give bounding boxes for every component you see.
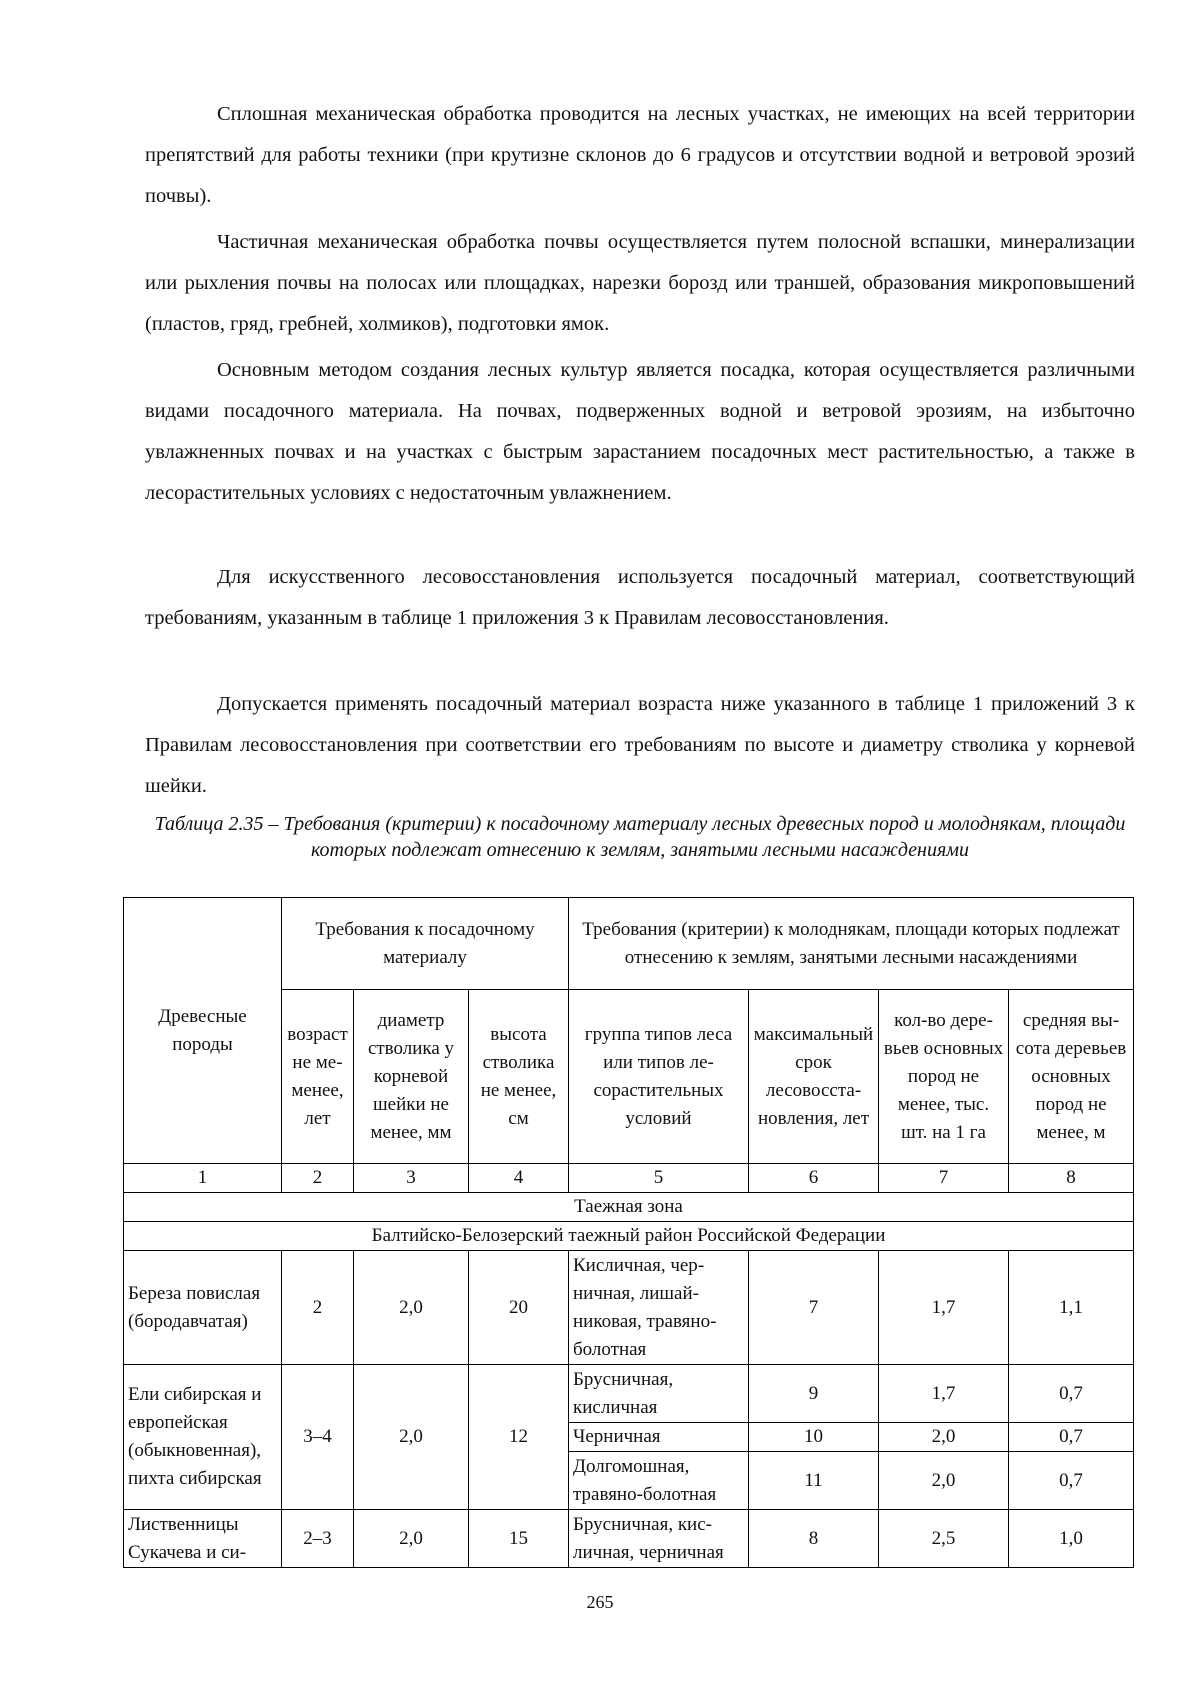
max-term-cell: 7 xyxy=(749,1251,879,1365)
zone-label: Таежная зона xyxy=(124,1193,1134,1222)
diameter-cell: 2,0 xyxy=(354,1251,469,1365)
avg-height-cell: 0,7 xyxy=(1009,1452,1134,1510)
column-number: 6 xyxy=(749,1164,879,1193)
header-planting-material: Требования к посадочному материалу xyxy=(282,898,569,990)
height-cell: 12 xyxy=(469,1365,569,1510)
forest-type-cell: Брусничная, кисличная, черничная xyxy=(569,1510,749,1568)
diameter-cell: 2,0 xyxy=(354,1365,469,1510)
table-caption: Таблица 2.35 – Требования (критерии) к посадочному материалу лесных древесных пород и молоднякам, площади которых подлежат отнесению к землям, занятыми лесными насаждениями xyxy=(154,813,1126,861)
paragraph-5: Допускается применять посадочный материал возраста ниже указанного в таблице 1 приложений 3 к Правилам лесовосстановления при соответствии его требованиям по высоте и диаметру стволика у корневой шейки. xyxy=(145,693,1135,797)
height-cell: 15 xyxy=(469,1510,569,1568)
header-age: возраст не меменее, лет xyxy=(282,990,354,1164)
header-height: высота стволика не менее, см xyxy=(469,990,569,1164)
tree-count-cell: 2,5 xyxy=(879,1510,1009,1568)
header-diameter: диаметр стволика у корневой шейки не менее, мм xyxy=(354,990,469,1164)
species-cell: Лиственницы Сукачева и си- xyxy=(124,1510,282,1568)
age-cell: 3–4 xyxy=(282,1365,354,1510)
header-forest-type: группа типов леса или типов лесорастительных условий xyxy=(569,990,749,1164)
page-number: 265 xyxy=(586,1592,614,1612)
max-term-cell: 10 xyxy=(749,1423,879,1452)
forest-type-cell: Долгомошная, травяно-болотная xyxy=(569,1452,749,1510)
zone-row xyxy=(124,1193,1134,1222)
header-tree-count: кол-во деревьев основных пород не менее, тыс. шт. на 1 га xyxy=(879,990,1009,1164)
column-number: 1 xyxy=(124,1164,282,1193)
max-term-cell: 8 xyxy=(749,1510,879,1568)
header-young-stands: Требования (критерии) к молоднякам, площади которых подлежат отнесению к землям, занятыми лесными насаждениями xyxy=(569,898,1134,990)
table-row xyxy=(124,1251,1134,1365)
paragraph-1: Сплошная механическая обработка проводится на лесных участках, не имеющих на всей территории препятствий для работы техники (при крутизне склонов до 6 градусов и отсутствии водной и ветровой эрозий почвы). xyxy=(145,103,1135,207)
column-number: 5 xyxy=(569,1164,749,1193)
species-cell: Береза повислая (бородавчатая) xyxy=(124,1251,282,1365)
max-term-cell: 9 xyxy=(749,1365,879,1423)
column-number: 8 xyxy=(1009,1164,1134,1193)
requirements-table xyxy=(123,897,1134,1568)
column-number: 7 xyxy=(879,1164,1009,1193)
header-max-term: максимальный срок лесовосстановления, лет xyxy=(749,990,879,1164)
header-avg-height: средняя высота деревьев основных пород не менее, м xyxy=(1009,990,1134,1164)
region-label: Балтийско-Белозерский таежный район Российской Федерации xyxy=(124,1222,1134,1251)
species-cell: Ели сибирская и европейская (обыкновенная), пихта сибирская xyxy=(124,1365,282,1510)
paragraph-4: Для искусственного лесовосстановления используется посадочный материал, соответствующий требованиям, указанным в таблице 1 приложения 3 к Правилам лесовосстановления. xyxy=(145,566,1135,629)
forest-type-cell: Кисличная, черничная, лишайниковая, травяноболотная xyxy=(569,1251,749,1365)
table-row xyxy=(124,1365,1134,1423)
tree-count-cell: 1,7 xyxy=(879,1251,1009,1365)
table-header-row xyxy=(124,898,1134,990)
tree-count-cell: 1,7 xyxy=(879,1365,1009,1423)
header-species: Древесные породы xyxy=(124,898,282,1164)
column-number: 3 xyxy=(354,1164,469,1193)
avg-height-cell: 0,7 xyxy=(1009,1423,1134,1452)
paragraph-2: Частичная механическая обработка почвы осуществляется путем полосной вспашки, минерализации или рыхления почвы на полосах или площадках, нарезки борозд или траншей, образования микроповышений (пластов, гряд, гребней, холмиков), подготовки ямок. xyxy=(145,231,1135,335)
age-cell: 2–3 xyxy=(282,1510,354,1568)
paragraph-3: Основным методом создания лесных культур является посадка, которая осуществляется различными видами посадочного материала. На почвах, подверженных водной и ветровой эрозиям, на избыточно увлажненных почвах и на участках с быстрым зарастанием посадочных мест растительностью, а также в лесорастительных условиях с недостаточным увлажнением. xyxy=(145,359,1135,504)
diameter-cell: 2,0 xyxy=(354,1510,469,1568)
tree-count-cell: 2,0 xyxy=(879,1423,1009,1452)
tree-count-cell: 2,0 xyxy=(879,1452,1009,1510)
height-cell: 20 xyxy=(469,1251,569,1365)
max-term-cell: 11 xyxy=(749,1452,879,1510)
age-cell: 2 xyxy=(282,1251,354,1365)
table-row xyxy=(124,1510,1134,1568)
avg-height-cell: 1,0 xyxy=(1009,1510,1134,1568)
forest-type-cell: Черничная xyxy=(569,1423,749,1452)
forest-type-cell: Брусничная, кисличная xyxy=(569,1365,749,1423)
avg-height-cell: 0,7 xyxy=(1009,1365,1134,1423)
avg-height-cell: 1,1 xyxy=(1009,1251,1134,1365)
column-number-row xyxy=(124,1164,1134,1193)
column-number: 4 xyxy=(469,1164,569,1193)
region-row xyxy=(124,1222,1134,1251)
column-number: 2 xyxy=(282,1164,354,1193)
